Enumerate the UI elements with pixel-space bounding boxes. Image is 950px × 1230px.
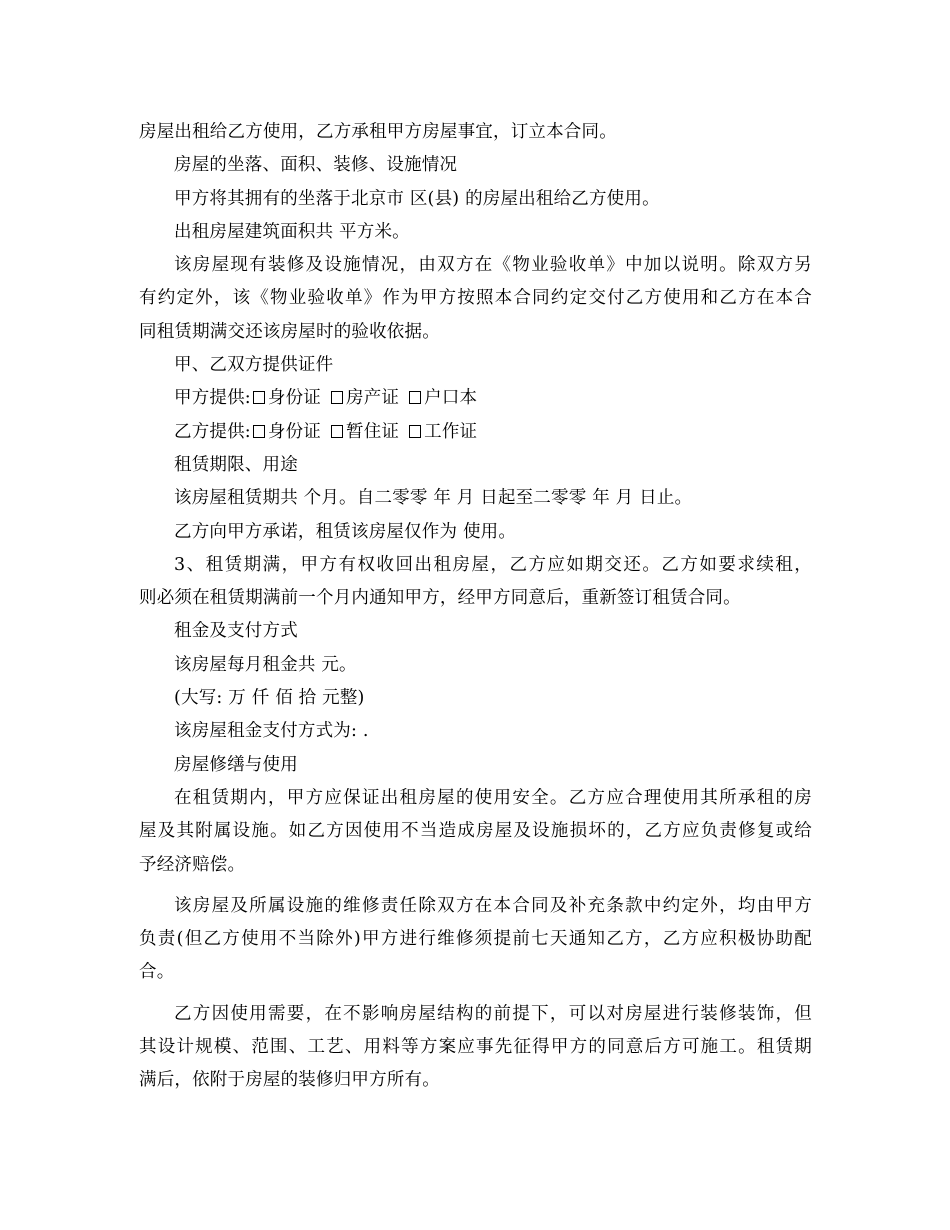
text-line: 该房屋现有装修及设施情况，由双方在《物业验收单》中加以说明。除双方另: [174, 255, 812, 276]
checkbox[interactable]: [253, 391, 265, 404]
checkbox-label: 房产证: [346, 388, 400, 409]
checkbox-label: 工作证: [424, 421, 478, 442]
section-heading-premises: 房屋的坐落、面积、装修、设施情况: [174, 155, 458, 176]
text-line: 负责(但乙方使用不当除外)甲方进行维修须提前七天通知乙方，乙方应积极协助配: [139, 929, 812, 950]
checkbox[interactable]: [253, 425, 265, 438]
text-line: 其设计规模、范围、工艺、用料等方案应事先征得甲方的同意后方可施工。租赁期: [139, 1037, 812, 1058]
party-b-documents: [139, 416, 812, 449]
text-line: (大写: 万 仟 佰 拾 元整): [174, 688, 365, 709]
text-line: 乙方因使用需要，在不影响房屋结构的前提下，可以对房屋进行装修装饰，但: [174, 1003, 812, 1024]
text-line: 合。: [139, 962, 175, 983]
checkbox-label: 身份证: [267, 421, 322, 442]
text-line: 同租赁期满交还该房屋时的验收依据。: [139, 321, 440, 342]
text-line: 该房屋及所属设施的维修责任除双方在本合同及补充条款中约定外，均由甲方: [174, 895, 812, 916]
section-heading-rent: 租金及支付方式: [174, 621, 298, 642]
party-a-label: 甲方提供:: [174, 388, 251, 409]
text-line: 在租赁期内，甲方应保证出租房屋的使用安全。乙方应合理使用其所承租的房: [174, 787, 812, 808]
section-heading-documents: 甲、乙双方提供证件: [174, 355, 334, 376]
text-line: 该房屋租金支付方式为: .: [174, 721, 369, 742]
text-line: 该房屋每月租金共 元。: [174, 654, 357, 675]
party-a-documents: [139, 382, 812, 415]
text-line: 出租房屋建筑面积共 平方米。: [174, 221, 410, 242]
checkbox[interactable]: [409, 425, 421, 438]
text-line: 予经济赔偿。: [139, 854, 246, 875]
contract-body: [139, 116, 812, 1098]
checkbox[interactable]: [409, 391, 421, 404]
text-line: 屋及其附属设施。如乙方因使用不当造成房屋及设施损坏的，乙方应负责修复或给: [139, 821, 812, 842]
text-line: 甲方将其拥有的坐落于北京市 区(县) 的房屋出租给乙方使用。: [174, 188, 660, 209]
text-line: 则必须在租赁期满前一个月内通知甲方，经甲方同意后，重新签订租赁合同。: [139, 588, 741, 609]
checkbox[interactable]: [331, 425, 343, 438]
text-line: 有约定外，该《物业验收单》作为甲方按照本合同约定交付乙方使用和乙方在本合: [139, 288, 812, 309]
checkbox-label: 身份证: [267, 388, 322, 409]
section-heading-term: 租赁期限、用途: [174, 454, 298, 475]
checkbox-label: 暂住证: [346, 421, 400, 442]
text-line: 房屋出租给乙方使用，乙方承租甲方房屋事宜，订立本合同。: [139, 122, 617, 142]
checkbox-label: 户口本: [424, 388, 478, 409]
party-b-label: 乙方提供:: [174, 421, 251, 442]
text-line: 该房屋租赁期共 个月。自二零零 年 月 日起至二零零 年 月 日止。: [174, 488, 693, 509]
section-heading-repair: 房屋修缮与使用: [174, 754, 298, 775]
text-line: 3、租赁期满，甲方有权收回出租房屋，乙方应如期交还。乙方如要求续租，: [174, 554, 812, 575]
text-line: 乙方向甲方承诺，租赁该房屋仅作为 使用。: [174, 521, 517, 542]
text-line: 满后，依附于房屋的装修归甲方所有。: [139, 1070, 440, 1091]
checkbox[interactable]: [331, 391, 343, 404]
